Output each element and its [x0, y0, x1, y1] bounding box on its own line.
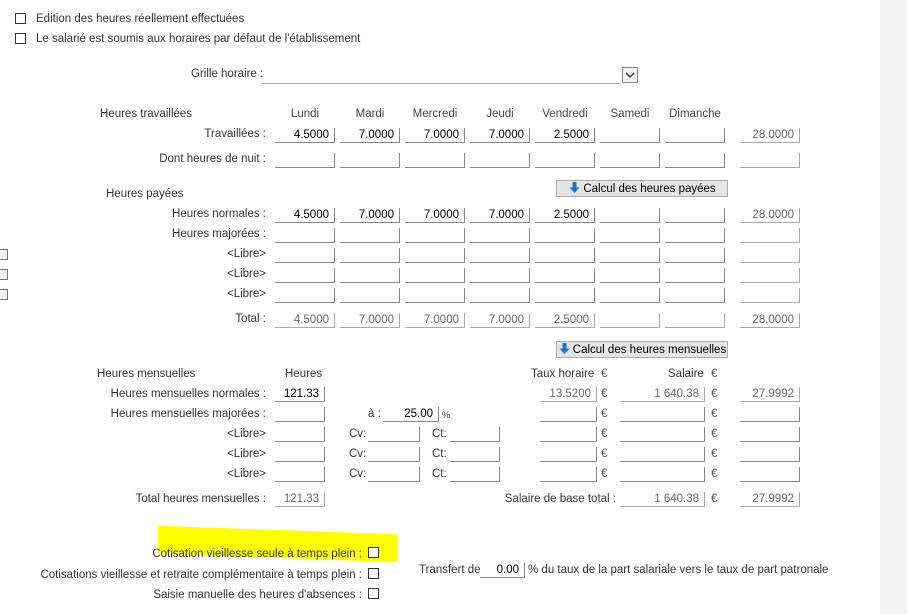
grille-horaire-label: Grille horaire :: [191, 68, 264, 80]
mensuelles-majorees-label: Heures mensuelles majorées :: [110, 408, 266, 420]
cv-label: Cv:: [349, 428, 367, 440]
libre-0-field[interactable]: [340, 248, 400, 263]
day-header-5: Samedi: [610, 108, 650, 120]
col-salaire-header: Salaire: [668, 368, 704, 380]
grille-horaire-select[interactable]: [262, 67, 620, 84]
travaillees-field[interactable]: [665, 128, 725, 143]
mensuelles-majorees-heures[interactable]: [275, 407, 325, 422]
libre-1-field[interactable]: [405, 268, 465, 283]
total-field: [665, 313, 725, 328]
ct-input-1[interactable]: [450, 447, 500, 462]
mensuelles-majorees-extra[interactable]: [740, 407, 800, 422]
libre-0-field[interactable]: [665, 248, 725, 263]
col-taux-header: Taux horaire: [531, 368, 595, 380]
heures-normales-field[interactable]: 2.5000: [535, 208, 595, 223]
mensuelles-normales-taux: 13.5200: [540, 387, 597, 402]
travaillees-total: 28.0000: [740, 128, 800, 143]
heures-majorees-field[interactable]: [470, 228, 530, 243]
libre-2-total: [740, 288, 800, 303]
libre-0-field[interactable]: [600, 248, 660, 263]
calcul-heures-payees-button[interactable]: [556, 180, 728, 197]
heures-nuit-field[interactable]: [340, 153, 400, 168]
edition-heures-label: Edition des heures réellement effectuées: [36, 13, 245, 25]
libre-2-field[interactable]: [340, 288, 400, 303]
cv-label: Cv:: [349, 468, 367, 480]
cotisation-vieillesse-label: Cotisation vieillesse seule à temps plein :: [152, 548, 362, 560]
libre-1-field[interactable]: [470, 268, 530, 283]
travaillees-field[interactable]: 7.0000: [340, 128, 400, 143]
libre-1-field[interactable]: [600, 268, 660, 283]
libre-taux-1[interactable]: [540, 447, 597, 462]
libre-taux-0[interactable]: [540, 427, 597, 442]
total-field: 7.0000: [340, 313, 400, 328]
heures-nuit-field[interactable]: [405, 153, 465, 168]
libre-0-total: [740, 248, 800, 263]
euro-label: €: [601, 368, 608, 380]
libre-label: <Libre>: [226, 428, 266, 440]
side-toggle-icon[interactable]: [0, 289, 8, 300]
libre-2-field[interactable]: [275, 288, 335, 303]
day-header-3: Jeudi: [486, 108, 514, 120]
horaires-defaut-label: Le salarié est soumis aux horaires par défaut de l'établissement: [36, 33, 361, 45]
libre-1-total: [740, 268, 800, 283]
euro-label: €: [711, 448, 718, 460]
cv-input-0[interactable]: [368, 427, 420, 442]
total-mensuelles-label: Total heures mensuelles :: [135, 493, 266, 505]
libre-1-field[interactable]: [340, 268, 400, 283]
heures-nuit-field[interactable]: [535, 153, 595, 168]
euro-label: €: [711, 493, 718, 505]
travaillees-label: Travaillées :: [204, 128, 266, 140]
arrow-down-icon: [558, 342, 571, 355]
right-side-panel: [880, 0, 907, 614]
libre-label: <Libre>: [226, 268, 266, 280]
heures-majorees-label: Heures majorées :: [172, 228, 266, 240]
total-field: 7.0000: [405, 313, 465, 328]
day-header-6: Dimanche: [669, 108, 721, 120]
libre-2-field[interactable]: [470, 288, 530, 303]
libre-0-field[interactable]: [275, 248, 335, 263]
libre-extra-1[interactable]: [740, 447, 800, 462]
libre-2-field[interactable]: [405, 288, 465, 303]
euro-label: €: [601, 468, 608, 480]
percent-label: %: [442, 410, 451, 420]
heures-normales-field[interactable]: 7.0000: [405, 208, 465, 223]
travaillees-field[interactable]: 4.5000: [275, 128, 335, 143]
libre-2-field[interactable]: [665, 288, 725, 303]
salaire-base-extra: 27.9992: [740, 492, 800, 507]
transfert-suffix: % du taux de la part salariale vers le taux de part patronale: [528, 564, 829, 576]
heures-majorees-field[interactable]: [535, 228, 595, 243]
salaire-base-total: 1 640.38: [620, 492, 705, 507]
euro-label: €: [601, 408, 608, 420]
libre-2-field[interactable]: [535, 288, 595, 303]
libre-1-field[interactable]: [665, 268, 725, 283]
col-heures-header: Heures: [285, 368, 323, 380]
libre-0-field[interactable]: [535, 248, 595, 263]
side-toggle-icon[interactable]: [0, 249, 8, 260]
a-label: à :: [368, 408, 381, 420]
cv-label: Cv:: [349, 448, 367, 460]
transfert-label: Transfert de: [419, 564, 481, 576]
libre-1-field[interactable]: [275, 268, 335, 283]
euro-label: €: [601, 388, 608, 400]
heures-normales-total: 28.0000: [740, 208, 800, 223]
libre-extra-0[interactable]: [740, 427, 800, 442]
heures-majorees-field[interactable]: [600, 228, 660, 243]
euro-label: €: [711, 468, 718, 480]
libre-2-field[interactable]: [600, 288, 660, 303]
day-header-0: Lundi: [290, 108, 320, 120]
total-total: 28.0000: [740, 313, 800, 328]
libre-extra-2[interactable]: [740, 467, 800, 482]
cv-input-2[interactable]: [368, 467, 420, 482]
libre-heures-0[interactable]: [275, 427, 325, 442]
mensuelles-majorees-taux[interactable]: [540, 407, 597, 422]
heures-nuit-label: Dont heures de nuit :: [159, 153, 266, 165]
cotisations-retraite-checkbox[interactable]: [368, 568, 379, 579]
libre-0-field[interactable]: [405, 248, 465, 263]
saisie-absences-checkbox[interactable]: [368, 588, 379, 599]
arrow-down-icon: [568, 181, 581, 194]
euro-label: €: [711, 368, 718, 380]
side-toggle-icon[interactable]: [0, 269, 8, 280]
euro-label: €: [711, 428, 718, 440]
ct-input-2[interactable]: [450, 467, 500, 482]
heures-normales-field[interactable]: 4.5000: [275, 208, 335, 223]
travaillees-field[interactable]: 2.5000: [535, 128, 595, 143]
mensuelles-normales-extra: 27.9992: [740, 387, 800, 402]
heures-majorees-total: [740, 228, 800, 243]
day-header-4: Vendredi: [542, 108, 588, 120]
heures-majorees-field[interactable]: [340, 228, 400, 243]
travaillees-field[interactable]: 7.0000: [405, 128, 465, 143]
ct-input-0[interactable]: [450, 427, 500, 442]
heures-normales-field[interactable]: 7.0000: [340, 208, 400, 223]
heures-normales-field[interactable]: 7.0000: [470, 208, 530, 223]
cotisation-vieillesse-checkbox[interactable]: [368, 547, 379, 558]
heures-nuit-field[interactable]: [470, 153, 530, 168]
total-field: 4.5000: [275, 313, 335, 328]
salaire-base-label: Salaire de base total :: [504, 493, 616, 505]
heures-nuit-field[interactable]: [600, 153, 660, 168]
euro-label: €: [711, 388, 718, 400]
day-header-2: Mercredi: [412, 108, 458, 120]
libre-label: <Libre>: [226, 248, 266, 260]
chevron-down-icon[interactable]: [622, 67, 638, 83]
libre-label: <Libre>: [226, 448, 266, 460]
calcul-heures-mensuelles-button[interactable]: [556, 341, 728, 358]
total-label: Total :: [235, 313, 266, 325]
heures-travaillees-section: Heures travaillées: [100, 108, 193, 120]
majoration-input[interactable]: 25.00: [383, 407, 439, 422]
total-field: [600, 313, 660, 328]
heures-payees-section: Heures payées: [106, 188, 184, 200]
euro-label: €: [711, 408, 718, 420]
heures-nuit-field[interactable]: [665, 153, 725, 168]
day-header-1: Mardi: [355, 108, 385, 120]
ct-label: Ct:: [432, 428, 447, 440]
heures-normales-field[interactable]: [600, 208, 660, 223]
heures-normales-label: Heures normales :: [172, 208, 266, 220]
mensuelles-normales-heures[interactable]: 121.33: [275, 387, 325, 402]
total-mensuelles-heures: 121.33: [275, 492, 325, 507]
libre-label: <Libre>: [226, 468, 266, 480]
heures-mensuelles-section: Heures mensuelles: [97, 368, 196, 380]
euro-label: €: [601, 428, 608, 440]
heures-majorees-field[interactable]: [405, 228, 465, 243]
heures-normales-field[interactable]: [665, 208, 725, 223]
ct-label: Ct:: [432, 468, 447, 480]
mensuelles-normales-salaire: 1 640.38: [620, 387, 705, 402]
libre-1-field[interactable]: [535, 268, 595, 283]
cv-input-1[interactable]: [368, 447, 420, 462]
mensuelles-majorees-salaire[interactable]: [620, 407, 705, 422]
edition-heures-checkbox[interactable]: [15, 13, 26, 24]
libre-taux-2[interactable]: [540, 467, 597, 482]
transfert-input[interactable]: 0.00: [480, 563, 525, 578]
total-field: 2.5000: [535, 313, 595, 328]
horaires-defaut-checkbox[interactable]: [15, 33, 26, 44]
heures-nuit-total: [740, 153, 800, 168]
mensuelles-normales-label: Heures mensuelles normales :: [110, 388, 266, 400]
libre-salaire-1[interactable]: [620, 447, 705, 462]
heures-majorees-field[interactable]: [665, 228, 725, 243]
ct-label: Ct:: [432, 448, 447, 460]
libre-salaire-0[interactable]: [620, 427, 705, 442]
euro-label: €: [601, 448, 608, 460]
saisie-absences-label: Saisie manuelle des heures d'absences :: [153, 589, 362, 601]
libre-label: <Libre>: [226, 288, 266, 300]
heures-nuit-field[interactable]: [275, 153, 335, 168]
libre-salaire-2[interactable]: [620, 467, 705, 482]
calcul-heures-mensuelles-label: Calcul des heures mensuelles: [572, 344, 727, 356]
libre-0-field[interactable]: [470, 248, 530, 263]
calcul-heures-payees-label: Calcul des heures payées: [583, 183, 716, 195]
travaillees-field[interactable]: [600, 128, 660, 143]
total-field: 7.0000: [470, 313, 530, 328]
cotisations-retraite-label: Cotisations vieillesse et retraite complémentaire à temps plein :: [40, 569, 362, 581]
libre-heures-2[interactable]: [275, 467, 325, 482]
heures-majorees-field[interactable]: [275, 228, 335, 243]
libre-heures-1[interactable]: [275, 447, 325, 462]
travaillees-field[interactable]: 7.0000: [470, 128, 530, 143]
